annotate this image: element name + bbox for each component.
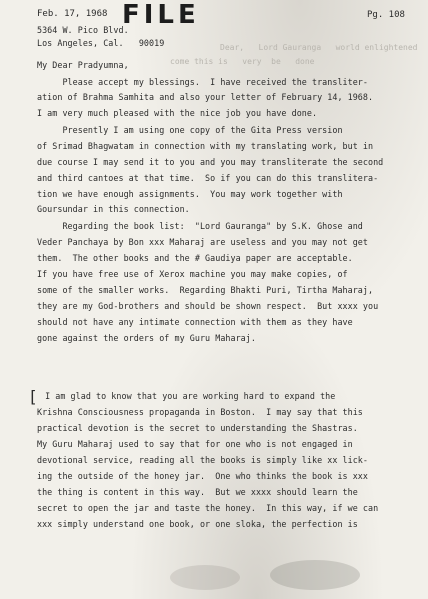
- page-smudge: [270, 560, 360, 590]
- body-line: Goursundar in this connection.: [37, 204, 190, 214]
- body-line: and third cantoes at that time. So if you can do this translitera-: [37, 173, 379, 183]
- body-line: Regarding the book list: "Lord Gauranga" by S.K. Ghose and: [37, 221, 363, 231]
- bleed-through-text: come this is very be done: [170, 57, 315, 66]
- file-stamp: FILE: [122, 0, 200, 30]
- body-line: xxx simply understand one book, or one sloka, the perfection is: [37, 519, 358, 529]
- bleed-through-text: Dear, Lord Gauranga world enlightened: [220, 43, 418, 52]
- body-line: gone against the orders of my Guru Maharaj.: [37, 333, 256, 343]
- body-line: I am very much pleased with the nice job you have done.: [37, 108, 318, 118]
- body-line: Please accept my blessings. I have received the transliter-: [37, 77, 368, 87]
- address-line-1: 5364 W. Pico Blvd.: [37, 25, 129, 35]
- body-line: the thing is content in this way. But we xxxx should learn the: [37, 487, 358, 497]
- body-line: I am glad to know that you are working hard to expand the: [40, 391, 336, 401]
- body-line: ation of Brahma Samhita and also your letter of February 14, 1968.: [37, 92, 374, 102]
- address-line-2: Los Angeles, Cal. 90019: [37, 38, 165, 48]
- salutation: My Dear Pradyumna,: [37, 60, 129, 70]
- body-line: ing the outside of the honey jar. One who thinks the book is xxx: [37, 471, 368, 481]
- body-line: practical devotion is the secret to understanding the Shastras.: [37, 423, 358, 433]
- body-line: them. The other books and the # Gaudiya paper are acceptable.: [37, 253, 353, 263]
- body-line: of Srimad Bhagwatam in connection with my translating work, but in: [37, 141, 374, 151]
- body-line: If you have free use of Xerox machine you may make copies, of: [37, 269, 348, 279]
- body-line: devotional service, reading all the books is simply like xx lick-: [37, 455, 368, 465]
- body-line: tion we have enough assignments. You may work together with: [37, 189, 343, 199]
- body-line: Krishna Consciousness propaganda in Boston. I may say that this: [37, 407, 363, 417]
- paragraph-bracket-mark: [: [28, 387, 38, 406]
- body-line: they are my God-brothers and should be shown respect. But xxxx you: [37, 301, 379, 311]
- body-line: My Guru Maharaj used to say that for one who is not engaged in: [37, 439, 353, 449]
- body-line: Presently I am using one copy of the Gita Press version: [37, 125, 343, 135]
- body-line: secret to open the jar and taste the honey. In this way, if we can: [37, 503, 379, 513]
- letter-date: Feb. 17, 1968: [37, 9, 108, 19]
- body-line: should not have any intimate connection with them as they have: [37, 317, 353, 327]
- body-line: some of the smaller works. Regarding Bhakti Puri, Tirtha Maharaj,: [37, 285, 374, 295]
- page-smudge: [170, 565, 240, 590]
- body-line: due course I may send it to you and you may transliterate the second: [37, 157, 384, 167]
- body-line: Veder Panchaya by Bon xxx Maharaj are useless and you may not get: [37, 237, 368, 247]
- page-number: Pg. 108: [367, 10, 405, 20]
